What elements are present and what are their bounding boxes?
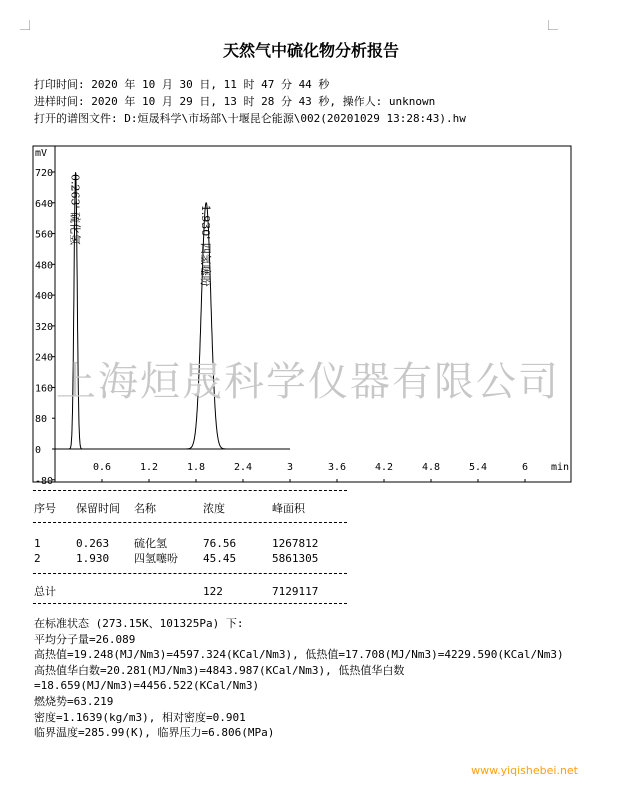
result-line: 高热值=19.248(MJ/Nm3)=4597.324(KCal/Nm3), 低热值=17.708(MJ/Nm3)=4229.590(KCal/Nm3) (34, 648, 564, 662)
y-tick-label: 720 (35, 168, 54, 179)
chart-border (33, 146, 571, 482)
y-tick-label: 560 (35, 229, 54, 241)
table-header-cell: 序号 (34, 502, 56, 515)
table-row-cell: 0.263 (76, 537, 110, 550)
y-tick-label: 400 (35, 291, 54, 303)
injection-time: 进样时间: 2020 年 10 月 29 日, 13 时 28 分 43 秒, 操作人: unknown (34, 95, 436, 108)
table-header-cell: 浓度 (203, 502, 225, 515)
y-axis-ticks (35, 168, 55, 487)
y-tick-label: 160 (35, 383, 54, 395)
y-tick-label: 0 (35, 445, 42, 456)
x-axis-ticks (93, 462, 528, 482)
table-row-cell: 1267812 (272, 537, 319, 550)
x-tick-label: 4.8 (421, 462, 441, 473)
peak-label: 1.930' 四氢噻吩 (199, 204, 213, 287)
table-row-cell: 45.45 (203, 552, 237, 565)
table-header-cell: 保留时间 (76, 502, 120, 515)
x-tick-label: 4.2 (374, 462, 394, 473)
table-total-cell: 总计 (34, 585, 56, 598)
table-header-cell: 峰面积 (272, 502, 305, 515)
x-tick-label: 5.4 (468, 462, 488, 473)
table-row-cell: 5861305 (272, 552, 319, 565)
footer-url: www.yiqishebei.net (471, 764, 578, 777)
table-divider (33, 522, 347, 523)
y-tick-label: 80 (35, 414, 48, 426)
x-tick-label: 3 (286, 462, 294, 473)
table-row-cell: 1 (34, 537, 41, 550)
table-divider (33, 490, 347, 491)
peak-labels (69, 174, 214, 287)
x-tick-label: 1.2 (139, 462, 159, 473)
y-axis-label: mV (35, 148, 48, 159)
table-row-cell: 76.56 (203, 537, 237, 550)
x-tick-label: 1.8 (186, 462, 206, 473)
x-axis-label: min (551, 462, 570, 473)
table-row-cell: 硫化氢 (134, 537, 167, 550)
table-divider (33, 603, 347, 604)
table-divider (33, 573, 347, 574)
table-total-cell: 7129117 (272, 585, 319, 598)
y-tick-label: 640 (35, 198, 54, 210)
result-line: 燃烧势=63.219 (34, 695, 114, 708)
file-path: 打开的谱图文件: D:烜晟科学\市场部\十堰昆仑能源\002(20201029 13:28:43).hw (34, 112, 466, 125)
table-header-cell: 名称 (134, 502, 156, 515)
y-tick-label: 480 (35, 260, 54, 272)
y-tick-label: -80 (35, 475, 54, 487)
result-line: 临界温度=285.99(K), 临界压力=6.806(MPa) (34, 726, 275, 740)
watermark: 上海烜晟科学仪器有限公司 (56, 359, 560, 405)
y-tick-label: 320 (35, 321, 54, 333)
result-line: 平均分子量=26.089 (34, 632, 136, 646)
table-row-cell: 四氢噻吩 (134, 552, 178, 565)
result-line: 高热值华白数=20.281(MJ/Nm3)=4843.987(KCal/Nm3), 低热值华白数 (34, 663, 405, 677)
x-tick-label: 2.4 (233, 462, 253, 473)
peak-label: 0.263' 硫化氢 (68, 174, 82, 246)
table-total-cell: 122 (203, 585, 223, 598)
result-line: 密度=1.1639(kg/m3), 相对密度=0.901 (34, 710, 246, 724)
x-tick-label: 3.6 (327, 462, 347, 473)
x-tick-label: 0.6 (92, 462, 112, 473)
table-row-cell: 2 (34, 552, 41, 565)
report-title: 天然气中硫化物分析报告 (222, 41, 399, 60)
table-row-cell: 1.930 (76, 552, 110, 565)
chart-frame (33, 146, 571, 482)
result-line: =18.659(MJ/Nm3)=4456.522(KCal/Nm3) (34, 679, 260, 693)
result-line: 在标准状态 (273.15K、101325Pa) 下: (34, 617, 244, 630)
x-tick-label: 6 (521, 462, 529, 473)
y-tick-label: 240 (35, 352, 54, 364)
print-time: 打印时间: 2020 年 10 月 30 日, 11 时 47 分 44 秒 (34, 78, 330, 91)
